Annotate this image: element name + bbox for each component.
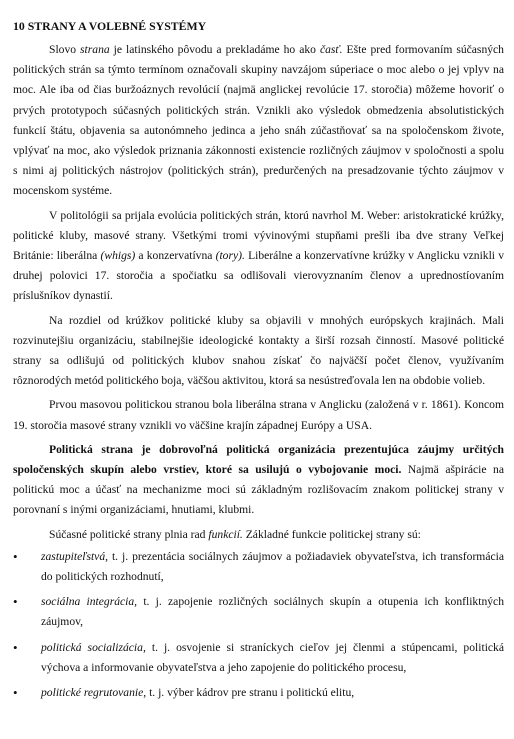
- text-run: Súčasné politické strany plnia rad: [49, 527, 209, 541]
- italic-term: (tory).: [215, 249, 245, 263]
- text-run: V politológii sa prijala evolúcia politických strán, ktorú navrhol M. Weber: aristokratické krúžky, politické kluby, masové strany. Všetkými tromi vývinovými stupňami prešli iba dve strany Veľkej Británie: liberálna: [13, 208, 504, 263]
- bullet-icon: •: [13, 594, 18, 610]
- italic-term: (whigs): [100, 249, 136, 263]
- paragraph-1: [13, 40, 504, 202]
- bullet-icon: •: [13, 548, 18, 564]
- text-run: Ešte pred formovaním súčasných politických strán sa týmto termínom označovali skupiny navzájom súperiace o moc alebo o jej vplyv na moc. Ale iba od čias buržoáznych revolúcií (najmä anglickej revolúcie 17. storočia) môžeme hovoriť o prvých prototypoch súčasných politických strán. Vznikli ako výsledok obmedzenia absolutistických funkcií štátu, objavenia sa autonómneho jedinca a jeho snáh zúčastňovať sa na spoločenskom živote, vplývať na moc, ako výsledok priznania zákonnosti existencie rozličných záujmov v spoločnosti a spolu s nimi aj politických nástrojov (politických strán), predurčených na presadzovanie týchto záujmov v mocenskom systéme.: [13, 43, 504, 198]
- bullet-icon: •: [13, 685, 18, 701]
- definition-bold: Politická strana je dobrovoľná politická organizácia prezentujúca záujmy určitých spoločenských skupín alebo vrstiev, ktoré sa usilujú o vybojovanie moci.: [13, 442, 504, 477]
- list-term: zastupiteľstvá,: [41, 549, 109, 563]
- paragraph-3: Na rozdiel od krúžkov politické kluby sa objavili v mnohých európskych krajinách. Mali rozvinutejšiu organizáciu, stabilnejšie ideologické kontakty a širší rozsah činností. Masové politické strany sa odlišujú od politických klubov snahou získať čo najväčší počet členov, využívaním rôznorodých metód politického boja, väčšou aktivitou, ktorá sa nesústreďovala len na obdobie volieb.: [13, 313, 504, 388]
- list-item: [13, 638, 504, 678]
- chapter-title: 10 STRANY A VOLEBNÉ SYSTÉMY: [13, 19, 207, 33]
- list-text: t. j. výber kádrov pre stranu i politickú elitu,: [146, 686, 355, 700]
- paragraph-6: [13, 525, 504, 545]
- list-term: sociálna integrácia,: [41, 595, 138, 609]
- list-text: t. j. zapojenie rozličných sociálnych skupín a otupenia ich konfliktných záujmov,: [41, 595, 504, 629]
- paragraph-2: [13, 206, 504, 307]
- bullet-icon: •: [13, 639, 18, 655]
- text-run: je latinského pôvodu a prekladáme ho ako: [109, 43, 320, 56]
- paragraph-4: Prvou masovou politickou stranou bola liberálna strana v Anglicku (založená v r. 1861). Koncom 19. storočia masové strany vznikli vo väčšine krajín západnej Európy a USA.: [13, 398, 504, 432]
- text-run: Najmä ašpirácie na politickú moc a účasť na mechanizme moci sú základným rozlišovacím znakom politickej strany v porovnaní s inými organizáciami, hnutiami, klubmi.: [13, 463, 504, 517]
- text-run: Základné funkcie politickej strany sú:: [242, 527, 421, 541]
- list-text: t. j. prezentácia sociálnych záujmov a požiadaviek obyvateľstva, ich transformácia do politických rozhodnutí,: [41, 549, 504, 584]
- list-item: [13, 592, 504, 632]
- text-run: Liberálne a konzervatívne krúžky v Anglicku vznikli v druhej polovici 17. storočia a spočiatku sa odlišovali vierovyznaním členov a uprednostíovaním príslušníkov dynastií.: [13, 249, 504, 303]
- list-term: politická socializácia,: [41, 640, 146, 654]
- list-item: [13, 683, 504, 703]
- italic-term: strana: [80, 43, 110, 56]
- italic-term: funkcií.: [208, 527, 243, 541]
- text-run: Slovo: [49, 43, 81, 56]
- functions-list: [13, 547, 504, 703]
- text-run: a konzervatívna: [135, 249, 216, 263]
- paragraph-5-definition: [13, 440, 504, 521]
- list-term: politické regrutovanie,: [41, 686, 147, 700]
- list-text: t. j. osvojenie si straníckych cieľov jej členmi a stúpencami, politická výchova a informovanie obyvateľstva a jeho zapojenie do politického procesu,: [41, 640, 504, 674]
- italic-term: časť.: [319, 43, 343, 56]
- list-item: [13, 547, 504, 587]
